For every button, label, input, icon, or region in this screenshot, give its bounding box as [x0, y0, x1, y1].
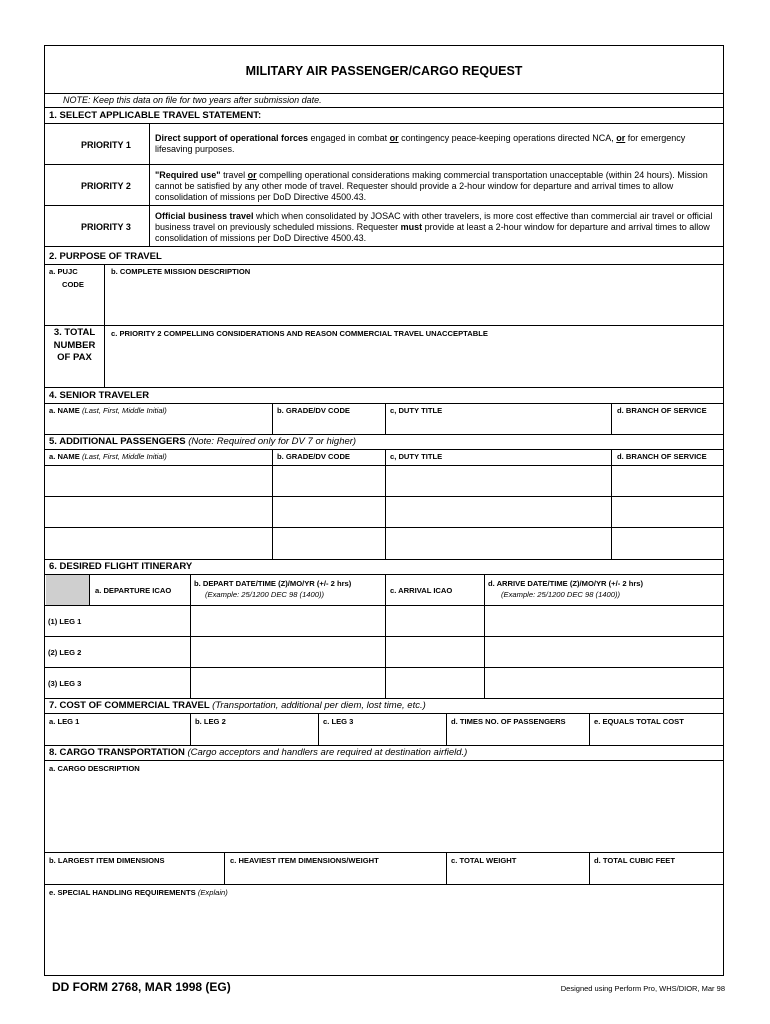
section-5-heading: 5. ADDITIONAL PASSENGERS (Note: Required only for DV 7 or higher): [49, 436, 357, 447]
senior-branch-label: d. BRANCH OF SERVICE: [617, 406, 707, 415]
largest-item-label: b. LARGEST ITEM DIMENSIONS: [49, 856, 165, 865]
mission-description-label: b. COMPLETE MISSION DESCRIPTION: [111, 267, 251, 276]
cost-leg-2-field[interactable]: [191, 727, 317, 744]
divider: [45, 852, 723, 853]
divider: [45, 264, 723, 265]
section-7-heading: 7. COST OF COMMERCIAL TRAVEL (Transportation, additional per diem, lost time, etc.): [49, 700, 426, 711]
cargo-description-field[interactable]: [47, 775, 723, 851]
senior-name-label: a. NAME (Last, First, Middle Initial): [49, 406, 167, 415]
cost-leg-3-label: c. LEG 3: [323, 717, 354, 726]
divider: [149, 123, 150, 246]
divider: [45, 107, 723, 108]
arrive-datetime-label: d. ARRIVE DATE/TIME (Z)/MO/YR (+/- 2 hrs): [488, 579, 644, 588]
passenger-name-label: a. NAME (Last, First, Middle Initial): [49, 452, 167, 461]
priority-2-reason-label: c. PRIORITY 2 COMPELLING CONSIDERATIONS AND REASON COMMERCIAL TRAVEL UNACCEPTABLE: [111, 329, 488, 338]
cost-leg-2-label: b. LEG 2: [195, 717, 226, 726]
priority-3-statement: Official business travel which when consolidated by JOSAC with other travelers, is more cost effective than commercial air travel or official business travel on previously scheduled missions. Requester must provide at least a 2-hour window for departure and arrival times to allow consolidation of missions per DoD Directive 4500.43.: [155, 211, 713, 243]
itinerary-leg-row[interactable]: [91, 668, 721, 698]
divider: [45, 713, 723, 714]
section-2-heading: 2. PURPOSE OF TRAVEL: [49, 251, 162, 262]
pujc-code-field[interactable]: [47, 290, 103, 323]
senior-duty-field[interactable]: [386, 416, 610, 433]
total-cubic-feet-label: d. TOTAL CUBIC FEET: [594, 856, 675, 865]
arrival-icao-label: c. ARRIVAL ICAO: [390, 586, 453, 595]
divider: [45, 123, 723, 124]
total-cost-field[interactable]: [590, 727, 722, 744]
priority-2-checkbox[interactable]: [49, 167, 57, 177]
depart-datetime-label: b. DEPART DATE/TIME (Z)/MO/YR (+/- 2 hrs): [194, 579, 352, 588]
special-handling-label: e. SPECIAL HANDLING REQUIREMENTS (Explain): [49, 888, 228, 897]
divider: [45, 387, 723, 388]
total-weight-field[interactable]: [447, 866, 588, 883]
priority-2-reason-field[interactable]: [105, 340, 721, 385]
heaviest-item-label: c. HEAVIEST ITEM DIMENSIONS/WEIGHT: [230, 856, 379, 865]
passenger-row[interactable]: [47, 497, 723, 527]
section-8-heading: 8. CARGO TRANSPORTATION (Cargo acceptors and handlers are required at destination airfield.): [49, 747, 468, 758]
special-handling-field[interactable]: [47, 899, 723, 973]
section-1-heading: 1. SELECT APPLICABLE TRAVEL STATEMENT:: [49, 110, 262, 121]
cost-leg-3-field[interactable]: [319, 727, 445, 744]
passenger-grade-label: b. GRADE/DV CODE: [277, 452, 350, 461]
divider: [45, 164, 723, 165]
departure-icao-label: a. DEPARTURE ICAO: [95, 586, 172, 595]
divider: [45, 574, 723, 575]
priority-2-statement: "Required use" travel or compelling operational considerations making commercial transportation unacceptable (within 24 hours). Mission cannot be satisfied by any other mode of travel. Requester should provide a 2-hour window for departure and arrival times to allow consolidation of missions per DoD Directive 4500.43.: [155, 170, 708, 202]
priority-1-checkbox[interactable]: [49, 126, 57, 136]
priority-2-label: PRIORITY 2: [81, 181, 131, 191]
divider: [89, 574, 90, 605]
senior-grade-label: b. GRADE/DV CODE: [277, 406, 350, 415]
mission-description-field[interactable]: [105, 278, 721, 323]
priority-1-label: PRIORITY 1: [81, 140, 131, 150]
leg-3-label: (3) LEG 3: [48, 679, 82, 688]
divider: [45, 403, 723, 404]
pujc-code-label: a. PUJC CODE: [49, 267, 84, 289]
divider: [45, 434, 723, 435]
divider: [45, 246, 723, 247]
priority-1-statement: Direct support of operational forces engaged in combat or contingency peace-keeping operations directed NCA, or for emergency lifesaving purposes.: [155, 133, 686, 154]
leg-2-label: (2) LEG 2: [48, 648, 82, 657]
divider: [45, 93, 723, 94]
depart-datetime-example: (Example: 25/1200 DEC 98 (1400)): [205, 590, 325, 599]
divider: [45, 325, 723, 326]
senior-name-field[interactable]: [47, 416, 271, 433]
section-6-heading: 6. DESIRED FLIGHT ITINERARY: [49, 561, 193, 572]
itinerary-leg-row[interactable]: [91, 637, 721, 667]
form-number: DD FORM 2768, MAR 1998 (EG): [52, 980, 231, 994]
form-container: [44, 45, 724, 976]
passenger-duty-label: c, DUTY TITLE: [390, 452, 443, 461]
cargo-description-label: a. CARGO DESCRIPTION: [49, 764, 140, 773]
senior-duty-label: c, DUTY TITLE: [390, 406, 443, 415]
itinerary-corner-shade: [46, 575, 89, 605]
passenger-row[interactable]: [47, 528, 723, 558]
priority-3-label: PRIORITY 3: [81, 222, 131, 232]
times-passengers-label: d. TIMES NO. OF PASSENGERS: [451, 717, 566, 726]
senior-branch-field[interactable]: [612, 416, 722, 433]
divider: [45, 760, 723, 761]
total-weight-label: c. TOTAL WEIGHT: [451, 856, 517, 865]
priority-3-checkbox[interactable]: [49, 208, 57, 218]
arrive-datetime-example: (Example: 25/1200 DEC 98 (1400)): [501, 590, 621, 599]
total-pax-label: 3. TOTAL NUMBER OF PAX: [53, 327, 96, 363]
divider: [45, 449, 723, 450]
itinerary-leg-row[interactable]: [91, 606, 721, 636]
senior-grade-field[interactable]: [273, 416, 384, 433]
passenger-branch-label: d. BRANCH OF SERVICE: [617, 452, 707, 461]
designer-credit: Designed using Perform Pro, WHS/DIOR, Mar 98: [560, 984, 725, 993]
section-4-heading: 4. SENIOR TRAVELER: [49, 390, 150, 401]
divider: [45, 205, 723, 206]
total-cubic-feet-field[interactable]: [590, 866, 722, 883]
divider: [45, 559, 723, 560]
times-passengers-field[interactable]: [447, 727, 588, 744]
heaviest-item-field[interactable]: [225, 866, 445, 883]
divider: [45, 745, 723, 746]
passenger-row[interactable]: [47, 466, 723, 496]
largest-item-field[interactable]: [47, 866, 223, 883]
divider: [45, 884, 723, 885]
cost-leg-1-field[interactable]: [47, 727, 189, 744]
retention-note: NOTE: Keep this data on file for two years after submission date.: [63, 95, 322, 105]
divider: [45, 698, 723, 699]
leg-1-label: (1) LEG 1: [48, 617, 82, 626]
form-title: MILITARY AIR PASSENGER/CARGO REQUEST: [245, 64, 523, 78]
cost-leg-1-label: a. LEG 1: [49, 717, 80, 726]
total-cost-label: e. EQUALS TOTAL COST: [594, 717, 684, 726]
